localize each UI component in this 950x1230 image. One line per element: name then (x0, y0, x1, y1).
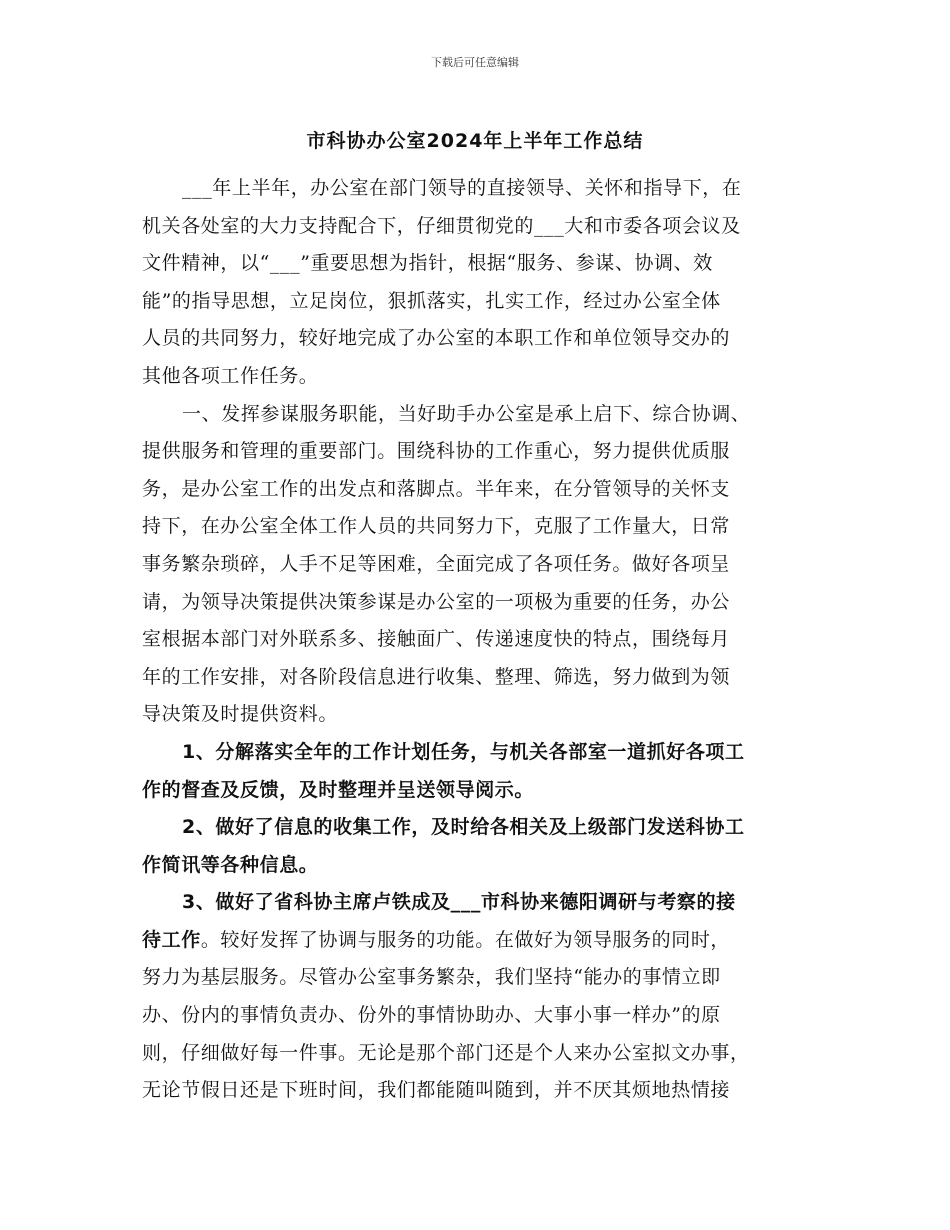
paragraph-line: 能”的指导思想，立足岗位，狠抓落实，扎实工作，经过办公室全体 (142, 289, 721, 312)
numbered-item-line: 作简讯等各种信息。 (142, 853, 319, 876)
paragraph-line: 文件精神，以“___”重要思想为指针，根据“服务、参谋、协调、效 (142, 252, 713, 275)
paragraph-line: 其他各项工作任务。 (142, 364, 319, 387)
paragraph-line: ___年上半年，办公室在部门领导的直接领导、关怀和指导下，在 (182, 177, 742, 199)
paragraph-line: 请，为领导决策提供决策参谋是办公室的一项极为重要的任务，办公 (142, 590, 731, 613)
regular-fragment: 。较好发挥了协调与服务的功能。在做好为领导服务的同时， (200, 928, 731, 951)
paragraph-line: 则，仔细做好每一件事。无论是那个部门还是个人来办公室拟文办事， (142, 1041, 750, 1064)
numbered-item-line: 1、分解落实全年的工作计划任务，与机关各部室一道抓好各项工 (182, 740, 745, 763)
header-note: 下载后可任意编辑 (431, 56, 519, 69)
paragraph-line: 提供服务和管理的重要部门。围绕科协的工作重心，努力提供优质服 (142, 440, 731, 463)
paragraph-line: 无论节假日还是下班时间，我们都能随叫随到，并不厌其烦地热情接 (142, 1079, 731, 1102)
paragraph-line: 人员的共同努力，较好地完成了办公室的本职工作和单位领导交办的 (142, 327, 731, 350)
paragraph-line: 室根据本部门对外联系多、接触面广、传递速度快的特点，围绕每月 (142, 628, 731, 651)
numbered-item-line: 作的督查及反馈，及时整理并呈送领导阅示。 (142, 778, 535, 801)
paragraph-line: 导决策及时提供资料。 (142, 703, 339, 726)
mixed-line (142, 922, 822, 960)
paragraph-line: 事务繁杂琐碎，人手不足等困难，全面完成了各项任务。做好各项呈 (142, 552, 731, 575)
paragraph-line: 持下，在办公室全体工作人员的共同努力下，克服了工作量大，日常 (142, 515, 731, 538)
numbered-item-line: 3、做好了省科协主席卢铁成及___市科协来德阳调研与考察的接 (182, 891, 736, 914)
paragraph-line: 务，是办公室工作的出发点和落脚点。半年来，在分管领导的关怀支 (142, 477, 731, 500)
bold-fragment: 待工作 (142, 928, 201, 951)
paragraph-line: 办、份内的事情负责办、份外的事情协助办、大事小事一样办”的原 (142, 1004, 721, 1027)
section-heading-line: 一、发挥参谋服务职能，当好助手办公室是承上启下、综合协调、 (182, 402, 751, 425)
page-title: 市科协办公室2024年上半年工作总结 (306, 130, 644, 152)
paragraph-line: 年的工作安排，对各阶段信息进行收集、整理、筛选，努力做到为领 (142, 665, 731, 688)
paragraph-line: 机关各处室的大力支持配合下，仔细贯彻党的___大和市委各项会议及 (142, 214, 741, 237)
document-body (142, 170, 822, 1110)
numbered-item-line: 2、做好了信息的收集工作，及时给各相关及上级部门发送科协工 (182, 816, 745, 839)
paragraph-line: 努力为基层服务。尽管办公室事务繁杂，我们坚持“能办的事情立即 (142, 966, 721, 989)
